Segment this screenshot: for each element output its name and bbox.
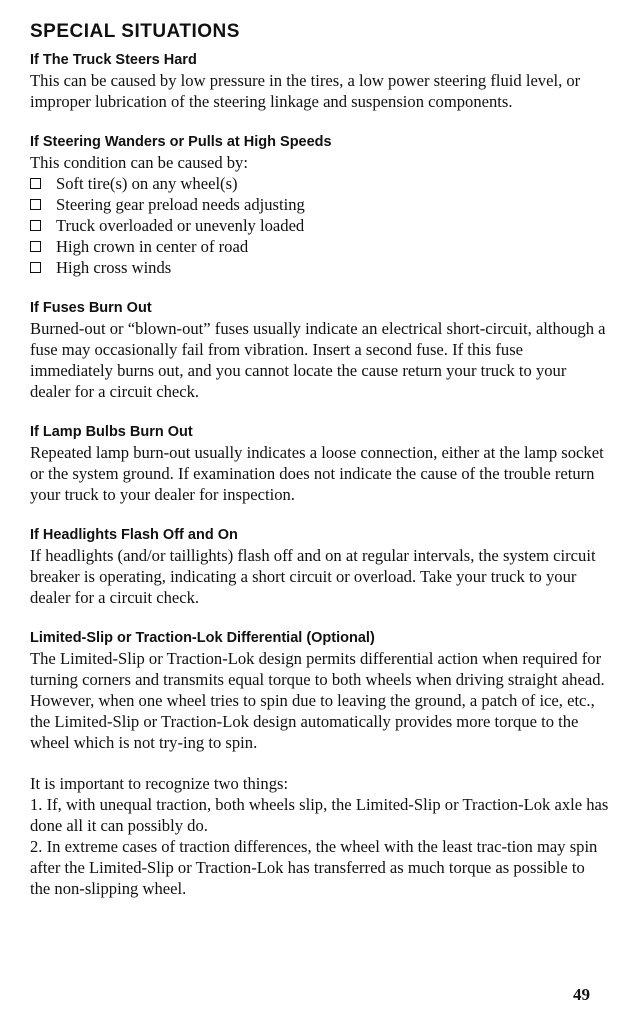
section-heading: If Steering Wanders or Pulls at High Speeds (30, 134, 332, 150)
section-limited-slip (30, 628, 609, 753)
section-body: This can be caused by low pressure in the tires, a low power steering fluid level, or improper lubrication of the steering linkage and suspension components. (30, 71, 581, 111)
checklist-item-text: High crown in center of road (56, 237, 249, 256)
section-important (30, 773, 609, 899)
section-heading: Limited-Slip or Traction-Lok Differential (Optional) (30, 630, 375, 646)
checkbox-icon (30, 178, 41, 189)
checklist-item-text: High cross winds (56, 258, 172, 277)
section-heading: If Headlights Flash Off and On (30, 527, 238, 543)
section-lamp-bulbs (30, 422, 609, 505)
section-body: The Limited-Slip or Traction-Lok design permits differential action when required for turning corners and transmits equal torque to both wheels when driving straight ahead. However, when one wheel tries to spin due to leaving the ground, a patch of ice, etc., the Limited-Slip or Traction-Lok design automatically provides more torque to the wheel which is not try-ing to spin. (30, 649, 605, 752)
numbered-item: 2. In extreme cases of traction differences, the wheel with the least trac-tion may spin after the Limited-Slip or Traction-Lok has transferred as much torque as possible to the non-slipping wheel. (30, 837, 598, 898)
page-title: SPECIAL SITUATIONS (30, 21, 240, 42)
checklist-item (30, 173, 609, 194)
section-body: Burned-out or “blown-out” fuses usually indicate an electrical short-circuit, although a fuse may occasionally fail from vibration. Insert a second fuse. If this fuse immediately burns out, and you cannot locate the cause return your truck to your dealer for a circuit check. (30, 319, 606, 401)
checkbox-icon (30, 220, 41, 231)
section-headlights-flash (30, 525, 609, 608)
section-intro: This condition can be caused by: (30, 153, 248, 172)
section-steering-wanders (30, 132, 609, 278)
section-body: If headlights (and/or taillights) flash off and on at regular intervals, the system circuit breaker is operating, indicating a short circuit or overload. Take your truck to your dealer for a circuit check. (30, 546, 596, 607)
checklist-item (30, 236, 609, 257)
section-intro: It is important to recognize two things: (30, 774, 289, 793)
checklist-item (30, 194, 609, 215)
page-number: 49 (573, 985, 590, 1004)
checklist-item-text: Truck overloaded or unevenly loaded (56, 216, 305, 235)
section-heading: If The Truck Steers Hard (30, 52, 197, 68)
checklist-item (30, 215, 609, 236)
section-heading: If Lamp Bulbs Burn Out (30, 424, 193, 440)
checklist-item-text: Steering gear preload needs adjusting (56, 195, 305, 214)
section-body: Repeated lamp burn-out usually indicates a loose connection, either at the lamp socket or the system ground. If examination does not indicate the cause of the trouble return your truck to your dealer for inspection. (30, 443, 604, 504)
section-fuses-burn-out (30, 298, 609, 402)
section-truck-steers-hard (30, 50, 609, 112)
numbered-item: 1. If, with unequal traction, both wheels slip, the Limited-Slip or Traction-Lok axle has done all it can possibly do. (30, 795, 609, 835)
section-heading: If Fuses Burn Out (30, 300, 152, 316)
checkbox-icon (30, 262, 41, 273)
cause-checklist (30, 173, 609, 278)
checkbox-icon (30, 199, 41, 210)
checkbox-icon (30, 241, 41, 252)
checklist-item-text: Soft tire(s) on any wheel(s) (56, 174, 238, 193)
checklist-item (30, 257, 609, 278)
